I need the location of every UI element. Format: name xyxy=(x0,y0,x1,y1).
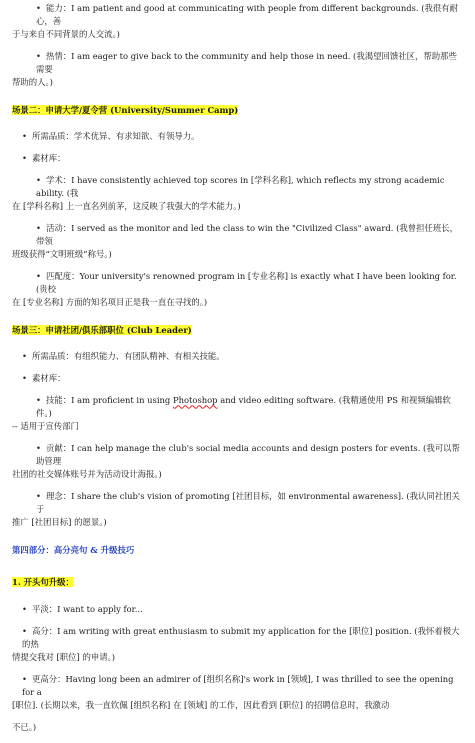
spacer xyxy=(12,616,463,625)
bullet-icon: • xyxy=(36,271,41,282)
bullet-icon: • xyxy=(22,603,27,614)
bullet-icon: • xyxy=(36,175,41,186)
spacer xyxy=(12,341,463,350)
continuation-line xyxy=(12,28,463,41)
line-text: 1. 开头句升级： xyxy=(12,577,74,588)
line-text: 学术：I have consistently achieved top scores in [学科名称], which reflects my strong academic ability. (我 xyxy=(36,175,445,199)
spacer xyxy=(12,41,463,50)
continuation-line xyxy=(12,200,463,213)
line-text: 更高分：Having long been an admirer of [组织名称]'s work in [领域], I was thrilled to see the opening for a xyxy=(22,673,454,697)
bullet-line xyxy=(12,174,463,200)
bullet-line xyxy=(12,350,463,363)
spacer xyxy=(12,309,463,318)
spacer xyxy=(12,385,463,394)
line-text: 技能：I am proficient in using xyxy=(46,395,173,406)
bullet-icon: • xyxy=(36,395,41,406)
bullet-icon: • xyxy=(22,673,27,684)
bullet-line xyxy=(12,50,463,76)
spacer xyxy=(12,664,463,673)
line-text: 于与来自不同背景的人交流。) xyxy=(12,29,120,40)
line-text: 素材库： xyxy=(32,373,66,384)
bullet-line xyxy=(12,372,463,385)
continuation-line xyxy=(12,468,463,481)
line-text: 第四部分：高分亮句 & 升级技巧 xyxy=(12,545,135,556)
continuation-line xyxy=(12,699,463,712)
bullet-icon: • xyxy=(36,3,41,13)
continuation-line xyxy=(12,516,463,529)
bullet-icon: • xyxy=(22,351,27,362)
line-text: 贡献：I can help manage the club's social media accounts and design posters for events. (我可以帮助管理 xyxy=(36,443,460,467)
bullet-icon: • xyxy=(22,153,27,164)
line-text: 能力：I am patient and good at communicating with people from different backgrounds. (我很有耐心，善 xyxy=(36,3,459,27)
spacer xyxy=(12,363,463,372)
spacer xyxy=(12,734,463,743)
spacer xyxy=(12,529,463,538)
line-text: 匹配度：Your university's renowned program in [专业名称] is exactly what I have been looking for. (贵校 xyxy=(36,271,457,295)
section-heading xyxy=(12,104,463,117)
part-heading xyxy=(12,544,463,557)
line-text: 所需品质：学术优异、有求知欲、有领导力。 xyxy=(32,131,200,142)
bullet-icon: • xyxy=(36,491,41,502)
bullet-line xyxy=(12,394,463,420)
spacer xyxy=(12,561,463,570)
bullet-icon: • xyxy=(22,373,27,384)
line-text: 素材库： xyxy=(32,153,66,164)
line-text: Photoshop xyxy=(172,395,218,406)
bullet-line xyxy=(12,130,463,143)
continuation-line xyxy=(12,651,463,664)
line-text: 班级获得“文明班级”称号。) xyxy=(12,249,112,260)
bullet-line xyxy=(12,673,463,699)
spacer xyxy=(12,165,463,174)
line-text: 在 [学科名称] 上一直名列前茅，这反映了我强大的学术能力。) xyxy=(12,201,241,212)
continuation-line xyxy=(12,248,463,261)
section-heading xyxy=(12,324,463,337)
bullet-line xyxy=(12,222,463,248)
line-text: 帮助的人。) xyxy=(12,77,53,88)
line-text: 情提交我对 [职位] 的申请。) xyxy=(12,651,116,662)
line-text: and video editing software. (我精通使用 PS 和视频编辑软件。) xyxy=(36,395,451,419)
bullet-line xyxy=(12,2,463,28)
line-text: 在 [专业名称] 方面的知名项目正是我一直在寻找的。) xyxy=(12,297,208,308)
spacer xyxy=(12,143,463,152)
bullet-line xyxy=(12,270,463,296)
line-text: [职位]. (长期以来，我一直钦佩 [组织名称] 在 [领域] 的工作，因此看到 [职位] 的招聘信息时，我激动 xyxy=(12,699,390,710)
continuation-line xyxy=(12,296,463,309)
line-text: 不已。) xyxy=(12,721,37,732)
bullet-icon: • xyxy=(36,51,41,62)
spacer xyxy=(12,712,463,721)
line-text: 所需品质：有组织能力、有团队精神、有相关技能。 xyxy=(32,351,225,362)
spacer xyxy=(12,261,463,270)
bullet-line xyxy=(12,152,463,165)
bullet-icon: • xyxy=(36,223,41,234)
line-text: 场景三：申请社团/俱乐部职位 (Club Leader) xyxy=(12,325,192,336)
line-text: 场景二：申请大学/夏令营 (University/Summer Camp) xyxy=(12,105,239,116)
spacer xyxy=(12,594,463,603)
bullet-line xyxy=(12,490,463,516)
continuation-line xyxy=(12,76,463,89)
line-text: 推广 [社团目标] 的愿景。) xyxy=(12,517,107,528)
document-body xyxy=(12,2,463,743)
line-text: 高分：I am writing with great enthusiasm to submit my application for the [职位] position. (我怀着极大的热 xyxy=(22,625,460,649)
bullet-icon: • xyxy=(22,131,27,142)
line-text: 社团的社交媒体账号并为活动设计海报。) xyxy=(12,469,162,480)
continuation-line xyxy=(12,721,463,734)
bullet-icon: • xyxy=(36,443,41,454)
line-text: 理念：I share the club's vision of promoting [社团目标，如 environmental awareness]. (我认同社团关于 xyxy=(36,491,460,515)
bullet-line xyxy=(12,603,463,616)
spacer xyxy=(12,121,463,130)
line-text: 平淡：I want to apply for... xyxy=(32,603,143,614)
line-text: 活动：I served as the monitor and led the class to win the "Civilized Class" award. (我曾担任班长，带领 xyxy=(36,223,458,247)
spacer xyxy=(12,433,463,442)
bullet-line xyxy=(12,442,463,468)
bullet-icon: • xyxy=(22,625,27,636)
spacer xyxy=(12,213,463,222)
line-text: 热情：I am eager to give back to the community and help those in need. (我渴望回馈社区，帮助那些需要 xyxy=(36,51,457,75)
continuation-line xyxy=(12,420,463,433)
spacer xyxy=(12,481,463,490)
line-text: -- 适用于宣传部门 xyxy=(12,421,79,432)
spacer xyxy=(12,89,463,98)
bullet-line xyxy=(12,625,463,651)
section-heading xyxy=(12,576,463,589)
